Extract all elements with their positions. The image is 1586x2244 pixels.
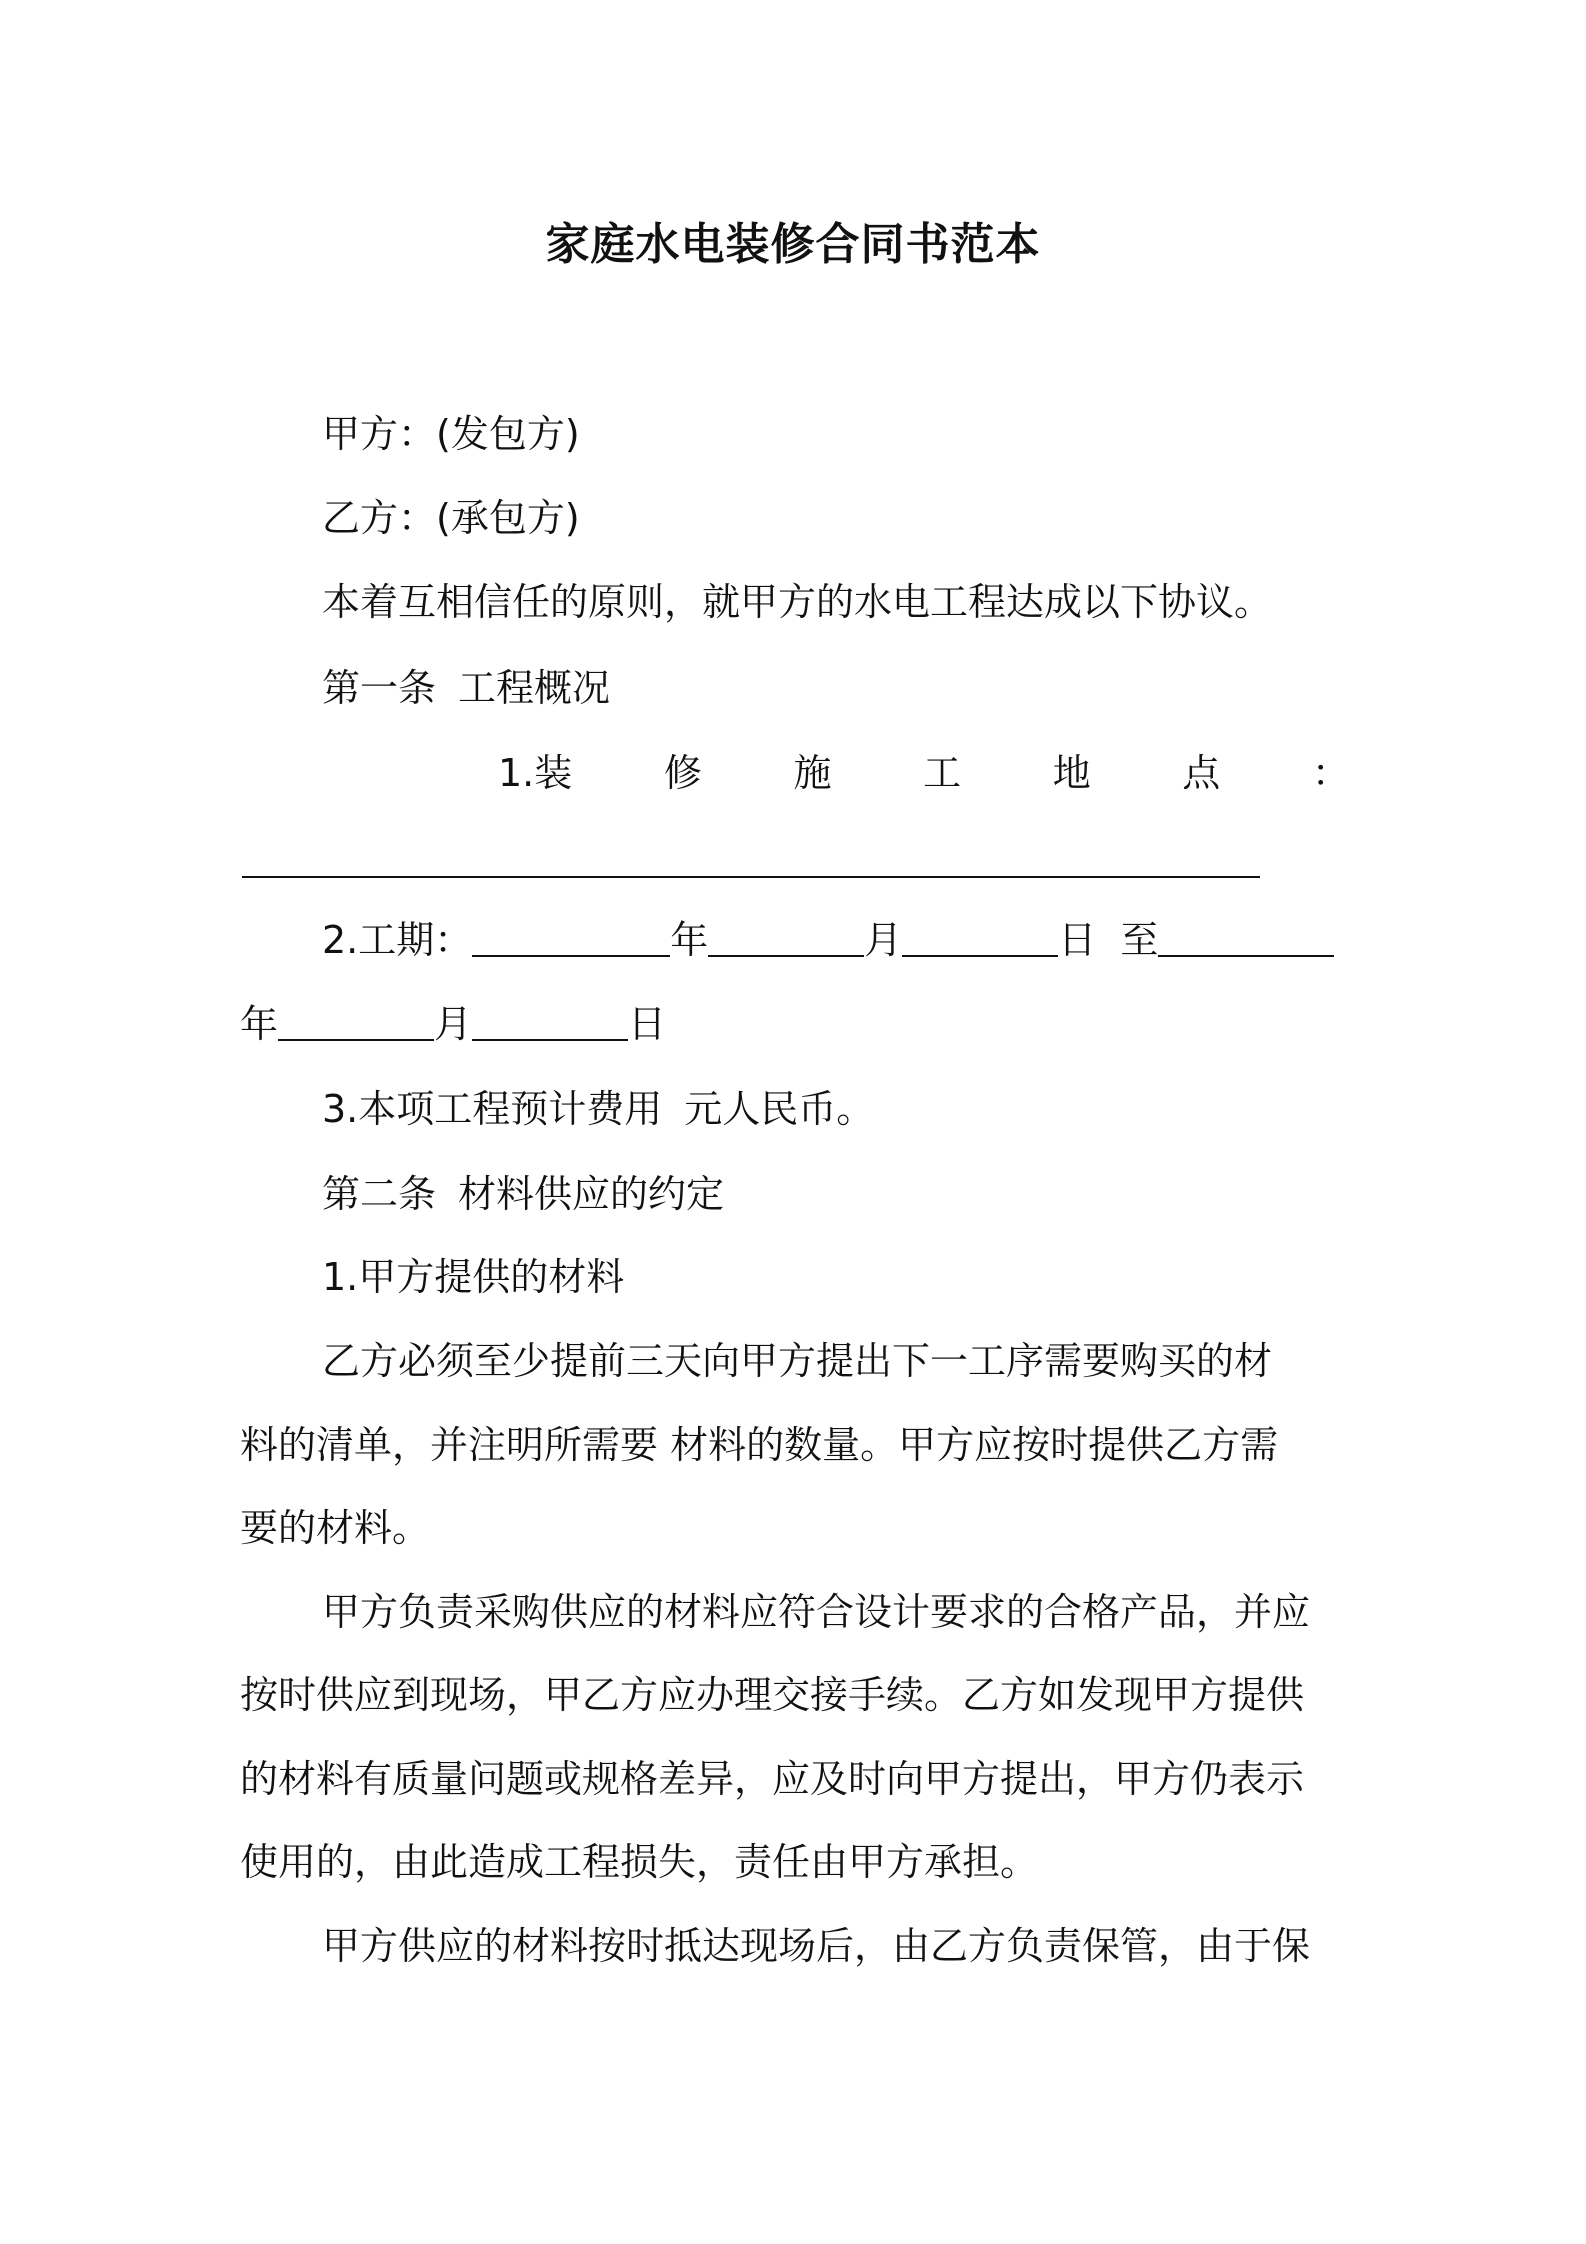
site-blank-line — [242, 876, 1260, 878]
month-text: 月 — [434, 1002, 473, 1046]
para2-line: 按时供应到现场，甲乙方应办理交接手续。乙方如发现甲方提供 — [240, 1673, 1305, 1717]
cost-prefix: 3.本项工程预计费用 — [322, 1087, 663, 1131]
period-line-2 — [240, 996, 666, 1052]
para2-line: 的材料有质量问题或规格差异，应及时向甲方提出，甲方仍表示 — [240, 1757, 1305, 1801]
cost-line — [322, 1081, 874, 1137]
article2-number: 第二条 — [322, 1172, 437, 1216]
article1-number: 第一条 — [322, 666, 437, 710]
para2-line: 甲方负责采购供应的材料应符合设计要求的合格产品，并应 — [322, 1590, 1311, 1634]
site-label-char: 1.装 — [498, 751, 573, 795]
period-label: 2.工期： — [322, 918, 473, 962]
period-line-1 — [322, 912, 1334, 968]
para1-line: 料的清单，并注明所需要 材料的数量。甲方应按时提供乙方需 — [240, 1423, 1279, 1467]
party-a-line: 甲方：(发包方) — [322, 412, 580, 456]
para1-line: 乙方必须至少提前三天向甲方提出下一工序需要购买的材 — [322, 1339, 1273, 1383]
to-text: 至 — [1120, 918, 1159, 962]
para1-line: 要的材料。 — [240, 1506, 431, 1550]
article2-heading — [322, 1166, 724, 1222]
end-day-blank — [472, 999, 628, 1041]
para3-line: 甲方供应的材料按时抵达现场后，由乙方负责保管，由于保 — [322, 1924, 1311, 1968]
year-text: 年 — [670, 918, 709, 962]
day-text: 日 — [628, 1002, 667, 1046]
day-text: 日 — [1058, 918, 1097, 962]
article1-title: 工程概况 — [458, 666, 611, 710]
end-month-blank — [278, 999, 434, 1041]
site-label-line — [498, 745, 1350, 801]
start-day-blank — [902, 915, 1058, 957]
cost-suffix: 元人民币。 — [684, 1087, 875, 1131]
document-title: 家庭水电装修合同书范本 — [545, 219, 1041, 270]
article1-heading — [322, 660, 610, 716]
article2-title: 材料供应的约定 — [458, 1172, 725, 1216]
start-year-blank — [472, 915, 670, 957]
site-label-char: 修 — [663, 751, 702, 795]
site-label-char: 工 — [923, 751, 962, 795]
site-label-char: ： — [1311, 751, 1350, 795]
para2-line: 使用的，由此造成工程损失，责任由甲方承担。 — [240, 1840, 1039, 1884]
intro-paragraph: 本着互相信任的原则，就甲方的水电工程达成以下协议。 — [322, 580, 1273, 624]
party-b-line: 乙方：(承包方) — [322, 496, 580, 540]
start-month-blank — [708, 915, 864, 957]
month-text: 月 — [864, 918, 903, 962]
article2-subheading: 1.甲方提供的材料 — [322, 1255, 625, 1299]
end-year-blank — [1158, 915, 1334, 957]
site-label-char: 地 — [1052, 751, 1091, 795]
site-label-char: 施 — [793, 751, 832, 795]
site-label-char: 点 — [1182, 751, 1221, 795]
year-text: 年 — [240, 1002, 279, 1046]
